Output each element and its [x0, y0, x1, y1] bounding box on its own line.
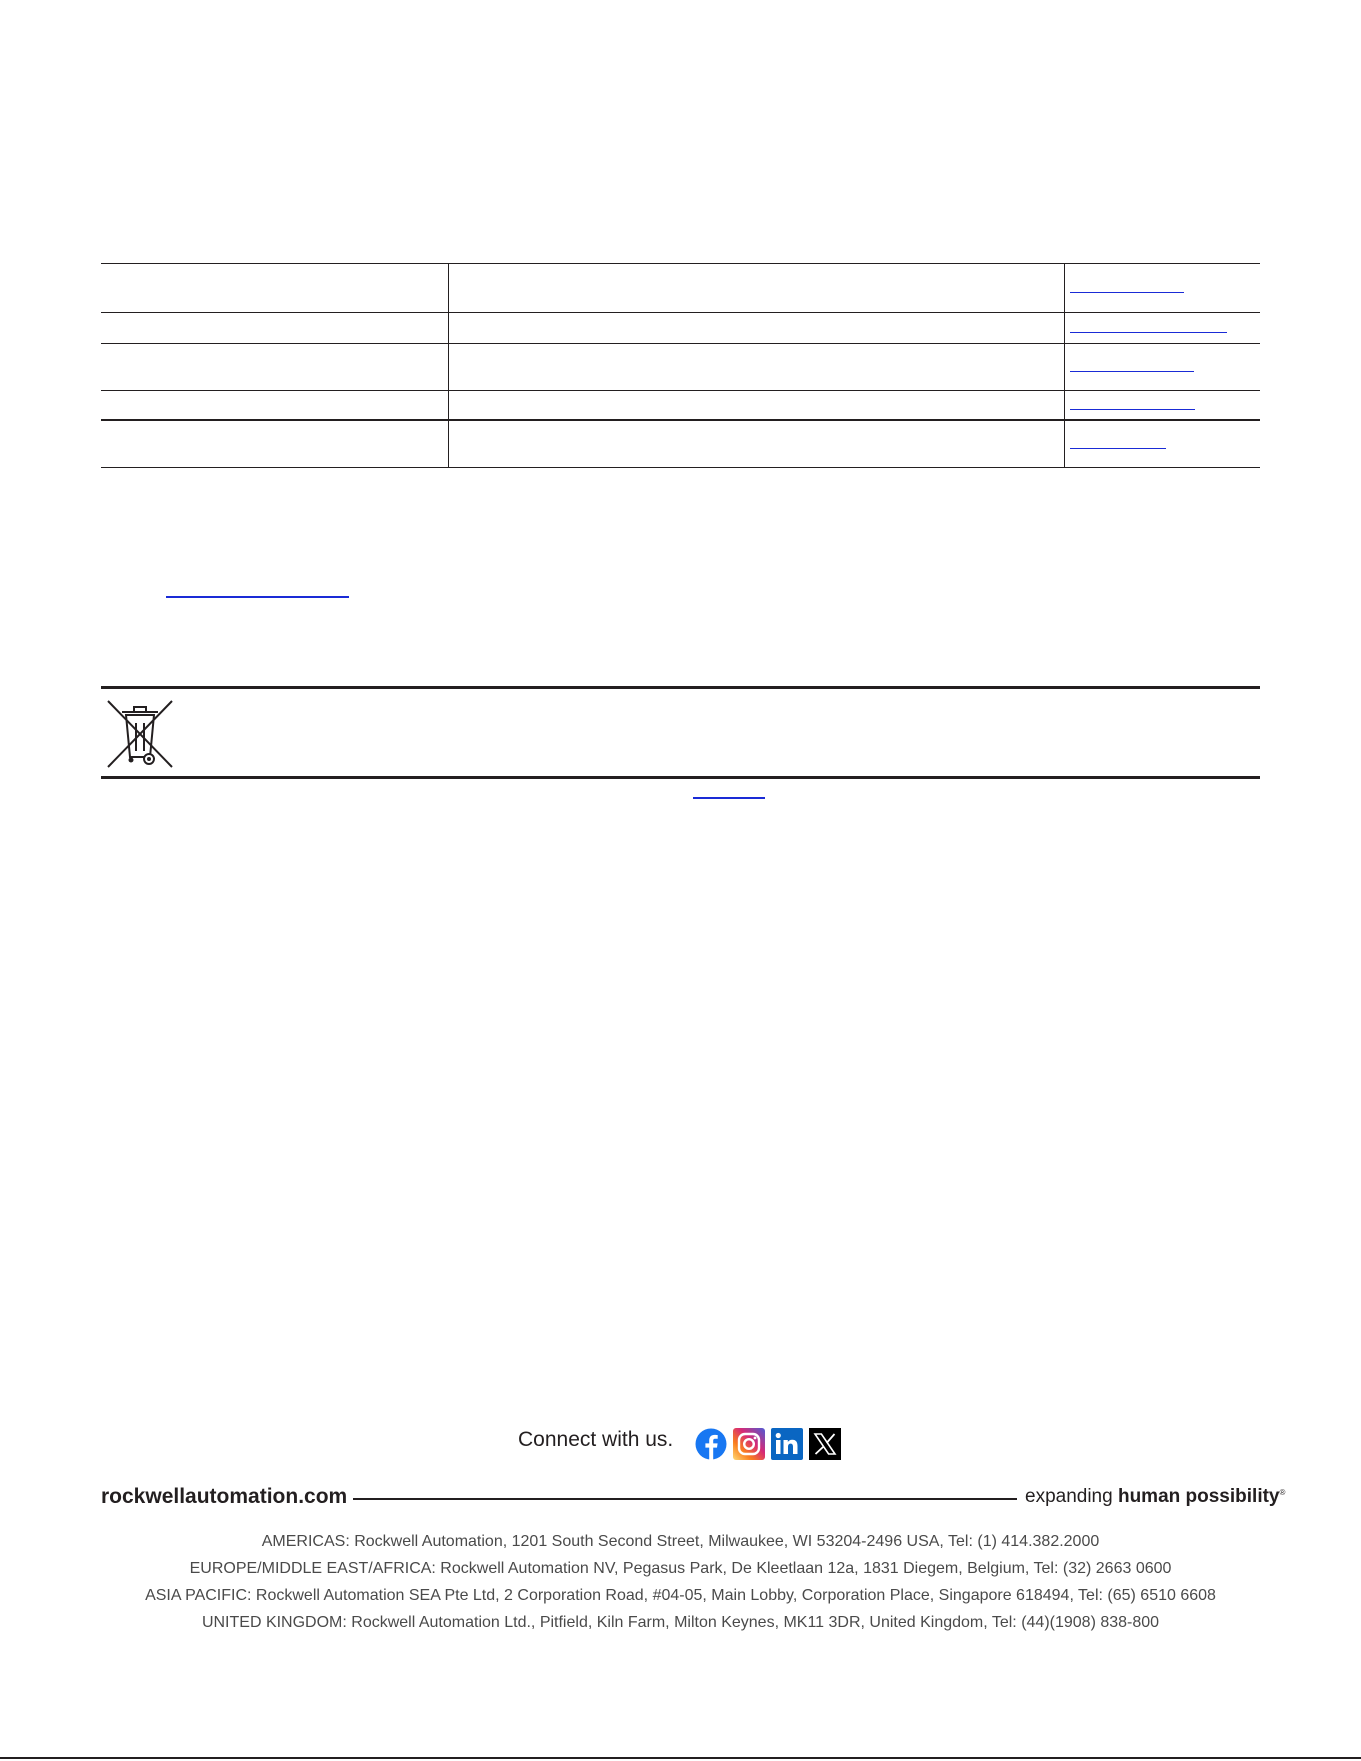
page-bottom-rule: [0, 1757, 1361, 1759]
address-asia-pacific: ASIA PACIFIC: Rockwell Automation SEA Pte Ltd, 2 Corporation Road, #04-05, Main Lobby, Corporation Place, Singapore 618494, Tel: (65) 6510 6608: [145, 1587, 1216, 1604]
table-row: [101, 264, 1260, 313]
tagline-bold: human possibility: [1117, 1486, 1280, 1507]
table-cell: [449, 391, 1065, 420]
resource-link[interactable]: [1070, 292, 1184, 293]
address-emea: EUROPE/MIDDLE EAST/AFRICA: Rockwell Automation NV, Pegasus Park, De Kleetlaan 12a, 1831 Diegem, Belgium, Tel: (32) 2663 0600: [189, 1560, 1172, 1577]
tagline-regular: expanding: [1025, 1486, 1118, 1507]
table-row: [101, 344, 1260, 391]
table-cell: [449, 313, 1065, 344]
table-cell: [101, 313, 449, 344]
table-cell: [101, 344, 449, 391]
linkedin-icon[interactable]: [771, 1428, 803, 1460]
support-resources-table: [101, 263, 1260, 468]
table-cell: [101, 264, 449, 313]
table-row: [101, 313, 1260, 344]
table-link-cell[interactable]: [1065, 344, 1261, 391]
facebook-icon[interactable]: [695, 1428, 727, 1460]
table-row: [101, 391, 1260, 420]
footer-divider: [353, 1498, 1017, 1500]
address-americas: AMERICAS: Rockwell Automation, 1201 South Second Street, Milwaukee, WI 53204-2496 USA, Tel: (1) 414.382.2000: [261, 1533, 1100, 1550]
x-icon[interactable]: [809, 1428, 841, 1460]
brand-tagline: [1025, 1486, 1285, 1508]
notice-link[interactable]: [693, 797, 765, 799]
table-link-cell[interactable]: [1065, 391, 1261, 420]
website-url[interactable]: rockwellautomation.com: [101, 1485, 348, 1508]
table-cell: [449, 420, 1065, 468]
table-row: [101, 420, 1260, 468]
connect-with-us-label: Connect with us.: [518, 1428, 674, 1451]
table-cell: [449, 264, 1065, 313]
table-cell: [101, 420, 449, 468]
notice-top-rule: [101, 686, 1260, 689]
table-cell: [101, 391, 449, 420]
table-link-cell[interactable]: [1065, 420, 1261, 468]
table-cell: [449, 344, 1065, 391]
resource-link[interactable]: [1070, 332, 1227, 333]
notice-bottom-rule: [101, 776, 1260, 779]
weee-recycling-bin-icon: [106, 699, 174, 769]
feedback-link[interactable]: [166, 596, 349, 598]
table-link-cell[interactable]: [1065, 313, 1261, 344]
resource-link[interactable]: [1070, 448, 1166, 449]
address-united-kingdom: UNITED KINGDOM: Rockwell Automation Ltd., Pitfield, Kiln Farm, Milton Keynes, MK11 3DR, United Kingdom, Tel: (44)(1908) 838-800: [201, 1614, 1160, 1631]
table-link-cell[interactable]: [1065, 264, 1261, 313]
instagram-icon[interactable]: [733, 1428, 765, 1460]
registered-mark: ®: [1279, 1488, 1286, 1497]
resource-link[interactable]: [1070, 371, 1194, 372]
resource-link[interactable]: [1070, 409, 1195, 410]
